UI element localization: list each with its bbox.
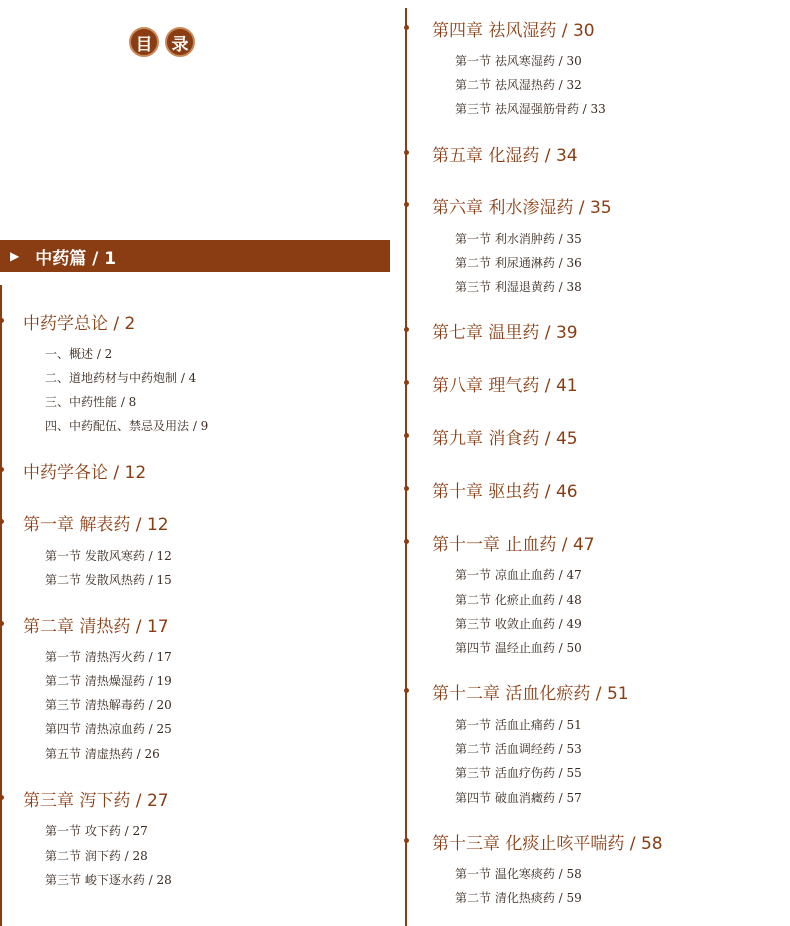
timeline-dot — [0, 621, 4, 626]
toc-section-entry[interactable]: 第四节 破血消癥药 / 57 — [455, 791, 582, 805]
toc-section-entry[interactable]: 第二节 利尿通淋药 / 36 — [455, 256, 582, 270]
toc-chapter-entry[interactable]: 第十章 驱虫药 / 46 — [432, 482, 578, 502]
timeline-dot — [0, 519, 4, 524]
timeline-dot — [404, 486, 409, 491]
toc-section-entry[interactable]: 第一节 清热泻火药 / 17 — [45, 650, 172, 664]
part-banner-label: 中药篇 / 1 — [35, 248, 117, 269]
timeline-dot — [404, 150, 409, 155]
timeline-dot — [404, 838, 409, 843]
timeline-dot — [404, 327, 409, 332]
toc-section-entry[interactable]: 第二节 活血调经药 / 53 — [455, 742, 582, 756]
right-timeline — [405, 8, 407, 926]
toc-chapter-entry[interactable]: 第二章 清热药 / 17 — [23, 617, 169, 637]
timeline-dot — [404, 539, 409, 544]
part-banner[interactable] — [0, 240, 390, 272]
timeline-dot — [404, 380, 409, 385]
left-timeline — [0, 285, 2, 926]
toc-chapter-entry[interactable]: 第十一章 止血药 / 47 — [432, 535, 595, 555]
triangle-right-icon: ▶ — [10, 249, 20, 263]
toc-section-entry[interactable]: 一、概述 / 2 — [45, 347, 113, 361]
toc-section-entry[interactable]: 第一节 发散风寒药 / 12 — [45, 549, 172, 563]
toc-chapter-entry[interactable]: 第七章 温里药 / 39 — [432, 323, 578, 343]
toc-section-entry[interactable]: 第四节 清热凉血药 / 25 — [45, 722, 172, 736]
toc-section-entry[interactable]: 第一节 利水消肿药 / 35 — [455, 232, 582, 246]
toc-title — [129, 27, 195, 57]
toc-section-entry[interactable]: 第一节 祛风寒湿药 / 30 — [455, 54, 582, 68]
timeline-dot — [404, 25, 409, 30]
timeline-dot — [0, 795, 4, 800]
toc-chapter-entry[interactable]: 第十三章 化痰止咳平喘药 / 58 — [432, 834, 663, 854]
toc-chapter-entry[interactable]: 中药学各论 / 12 — [23, 463, 147, 483]
toc-section-entry[interactable]: 第一节 活血止痛药 / 51 — [455, 718, 582, 732]
toc-title-char: 录 — [165, 27, 195, 57]
timeline-dot — [0, 318, 4, 323]
toc-chapter-entry[interactable]: 第三章 泻下药 / 27 — [23, 791, 169, 811]
toc-section-entry[interactable]: 第一节 攻下药 / 27 — [45, 824, 148, 838]
timeline-dot — [404, 433, 409, 438]
toc-section-entry[interactable]: 第二节 润下药 / 28 — [45, 849, 148, 863]
toc-title-char: 目 — [129, 27, 159, 57]
toc-section-entry[interactable]: 三、中药性能 / 8 — [45, 395, 137, 409]
toc-section-entry[interactable]: 第二节 发散风热药 / 15 — [45, 573, 172, 587]
toc-section-entry[interactable]: 二、道地药材与中药炮制 / 4 — [45, 371, 197, 385]
toc-chapter-entry[interactable]: 第十二章 活血化瘀药 / 51 — [432, 684, 629, 704]
toc-section-entry[interactable]: 第三节 清热解毒药 / 20 — [45, 698, 172, 712]
toc-section-entry[interactable]: 第一节 温化寒痰药 / 58 — [455, 867, 582, 881]
toc-section-entry[interactable]: 第二节 清化热痰药 / 59 — [455, 891, 582, 905]
toc-chapter-entry[interactable]: 中药学总论 / 2 — [23, 314, 136, 334]
toc-chapter-entry[interactable]: 第八章 理气药 / 41 — [432, 376, 578, 396]
toc-chapter-entry[interactable]: 第五章 化湿药 / 34 — [432, 146, 578, 166]
toc-section-entry[interactable]: 第一节 凉血止血药 / 47 — [455, 568, 582, 582]
toc-section-entry[interactable]: 四、中药配伍、禁忌及用法 / 9 — [45, 419, 209, 433]
toc-section-entry[interactable]: 第二节 化瘀止血药 / 48 — [455, 593, 582, 607]
toc-section-entry[interactable]: 第三节 活血疗伤药 / 55 — [455, 766, 582, 780]
toc-chapter-entry[interactable]: 第六章 利水渗湿药 / 35 — [432, 198, 612, 218]
toc-section-entry[interactable]: 第四节 温经止血药 / 50 — [455, 641, 582, 655]
toc-chapter-entry[interactable]: 第一章 解表药 / 12 — [23, 515, 169, 535]
toc-section-entry[interactable]: 第二节 清热燥湿药 / 19 — [45, 674, 172, 688]
toc-section-entry[interactable]: 第三节 祛风湿强筋骨药 / 33 — [455, 102, 606, 116]
timeline-dot — [404, 688, 409, 693]
toc-chapter-entry[interactable]: 第九章 消食药 / 45 — [432, 429, 578, 449]
timeline-dot — [0, 467, 4, 472]
toc-section-entry[interactable]: 第五节 清虚热药 / 26 — [45, 747, 160, 761]
toc-section-entry[interactable]: 第三节 利湿退黄药 / 38 — [455, 280, 582, 294]
toc-section-entry[interactable]: 第二节 祛风湿热药 / 32 — [455, 78, 582, 92]
toc-chapter-entry[interactable]: 第四章 祛风湿药 / 30 — [432, 21, 595, 41]
toc-section-entry[interactable]: 第三节 收敛止血药 / 49 — [455, 617, 582, 631]
toc-section-entry[interactable]: 第三节 峻下逐水药 / 28 — [45, 873, 172, 887]
timeline-dot — [404, 202, 409, 207]
